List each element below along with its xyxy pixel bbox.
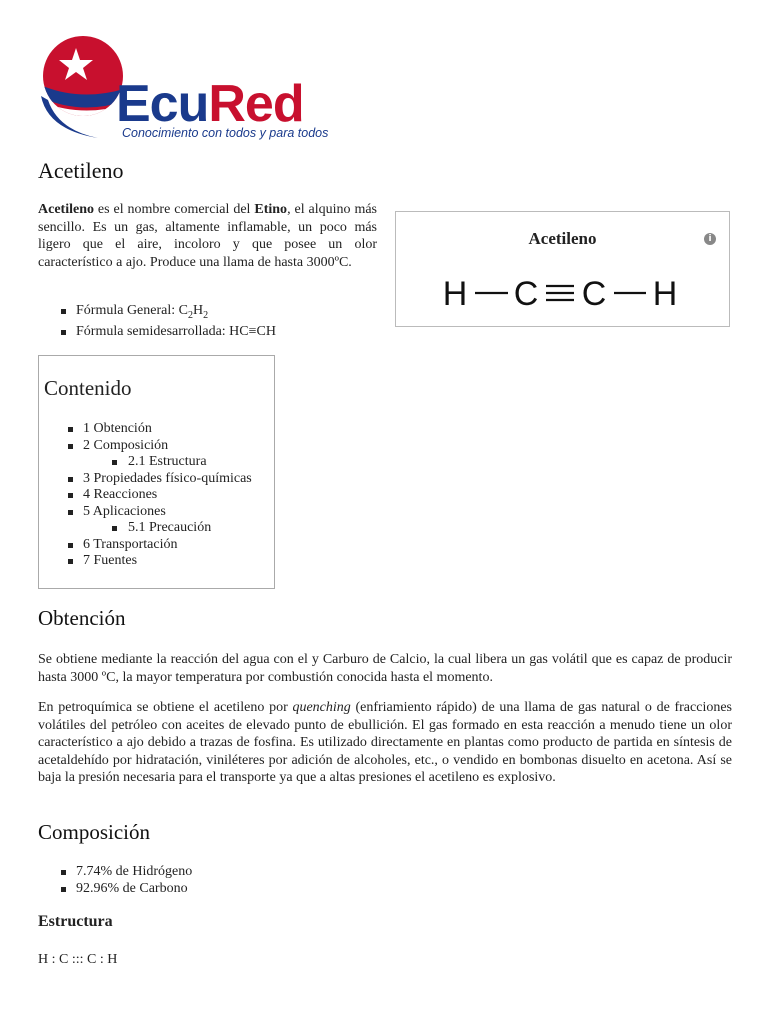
formula-sub: 2	[187, 309, 193, 321]
toc-item-estructura[interactable]: 2.1 Estructura	[45, 454, 275, 471]
intro-text-2: , el alquino más sencillo. Es un gas, altamente inflamable, un poco más ligero que el aire, incoloro y que posee un olor característico a ajo. Produce una llama de hasta 3000ºC.	[38, 202, 377, 270]
structure-formula: H : C ::: C : H	[38, 952, 118, 967]
toc-item-precaucion[interactable]: 5.1 Precaución	[45, 520, 275, 537]
paragraph-text: En petroquímica se obtiene el acetileno por	[38, 700, 293, 715]
intro-text-1: es el nombre comercial del	[93, 202, 255, 217]
triple-bond	[546, 286, 574, 300]
info-icon[interactable]: i	[704, 233, 716, 245]
flag-globe-icon	[38, 34, 128, 144]
intro-bold-term-2[interactable]: Etino	[254, 202, 288, 217]
section-heading-composicion: Composición	[38, 820, 151, 844]
atom-c-left: C	[513, 275, 539, 312]
page-title: Acetileno	[38, 158, 124, 183]
toc-item-transportacion[interactable]: 6 Transportación	[45, 537, 275, 554]
atom-h-right: H	[652, 275, 678, 312]
toc-item-fuentes[interactable]: 7 Fuentes	[45, 553, 275, 570]
composition-list	[38, 864, 192, 897]
formula-sub: 2	[203, 309, 209, 321]
paragraph-obtencion-2	[38, 699, 732, 787]
paragraph-text: (enfriamiento rápido) de una llama de gas natural o de fracciones volátiles del petróleo con aceites de elevado punto de ebullición. El gas formado en esta reacción a menudo tiene un olor característico a ajo debido a trazas de fosfina. Es utilizado directamente en plantas como producto de partida en síntesis de acetaldehído por hidratación, viniléteres por adición de alcoholes, etc., o vendido en bombonas disuelto en acetona. Así se baja la presión necesaria para el transporte ya que a altas presiones el acetileno es explosivo.	[38, 700, 733, 785]
subsection-heading-estructura: Estructura	[38, 913, 113, 930]
list-item: 92.96% de Carbono	[38, 881, 192, 898]
paragraph-obtencion-1: Se obtiene mediante la reacción del agua con el y Carburo de Calcio, la cual libera un gas volátil que es capaz de producir hasta 3000 ºC, la mayor temperatura por combustión conocida hasta el momento.	[38, 652, 732, 685]
list-item	[38, 303, 276, 324]
ecured-logo[interactable]	[38, 34, 348, 144]
table-of-contents	[38, 355, 275, 589]
toc-title: Contenido	[44, 376, 132, 400]
logo-wordmark-ecu: Ecu	[116, 75, 209, 133]
formula-general-label: Fórmula General: C	[76, 303, 188, 318]
toc-list	[45, 421, 275, 570]
infobox-title: Acetileno	[528, 229, 597, 248]
acetylene-structure-diagram	[440, 272, 685, 312]
intro-bold-term: Acetileno	[38, 202, 94, 217]
intro-paragraph	[38, 201, 377, 271]
logo-wordmark-red: Red	[208, 75, 304, 133]
list-item: Fórmula semidesarrollada: HC≡CH	[38, 324, 276, 341]
logo-tagline: Conocimiento con todos y para todos	[122, 126, 329, 140]
section-heading-obtencion: Obtención	[38, 606, 126, 630]
toc-item-aplicaciones[interactable]: 5 Aplicaciones	[45, 504, 275, 521]
toc-item-composicion[interactable]: 2 Composición	[45, 438, 275, 455]
atom-c-right: C	[581, 275, 607, 312]
paragraph-italic-term: quenching	[292, 700, 351, 715]
toc-sublist	[45, 520, 275, 537]
toc-item-reacciones[interactable]: 4 Reacciones	[45, 487, 275, 504]
toc-item-propiedades[interactable]: 3 Propiedades físico-químicas	[45, 471, 275, 488]
toc-sublist	[45, 454, 275, 471]
list-item: 7.74% de Hidrógeno	[38, 864, 192, 881]
atom-h-left: H	[442, 275, 468, 312]
formula-mid: H	[192, 303, 204, 318]
formula-list	[38, 303, 276, 341]
toc-item-obtencion[interactable]: 1 Obtención	[45, 421, 275, 438]
logo-wordmark	[116, 74, 304, 134]
infobox	[395, 211, 730, 327]
